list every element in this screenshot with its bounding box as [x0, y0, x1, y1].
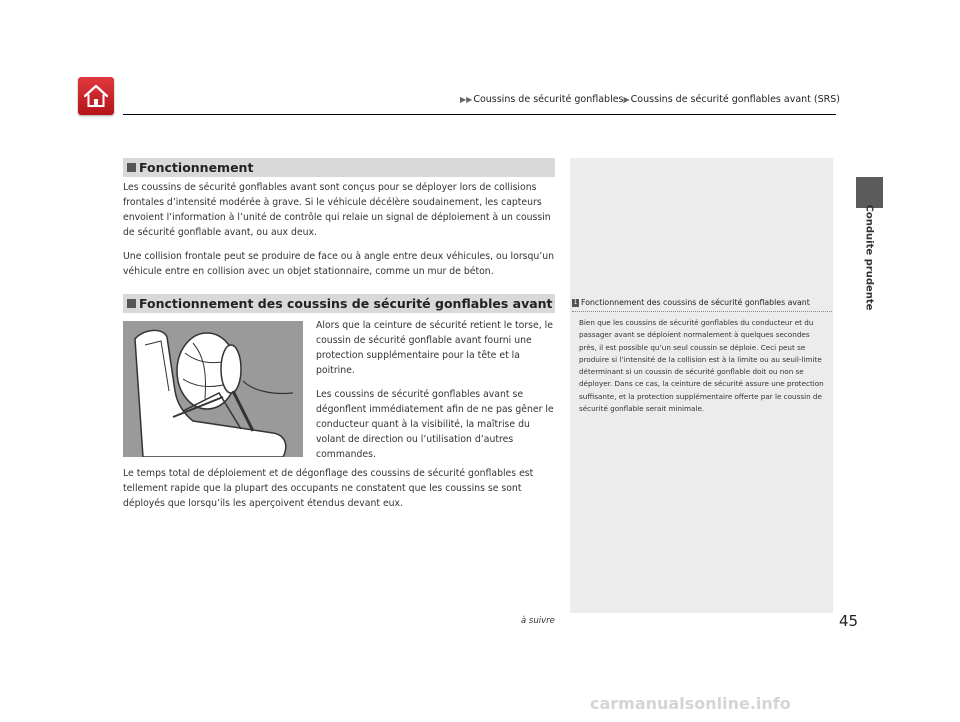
- chapter-tab-marker[interactable]: [856, 177, 883, 208]
- watermark-text: carmanualsonline.info: [590, 694, 791, 713]
- note-reference-badge: 1: [573, 298, 578, 306]
- body-paragraph: Les coussins de sécurité gonflables avant sont conçus pour se déployer lors de collisions frontales d’intensité modérée à grave. Si le véhicule décélère soudainement, les capteurs envoient l’information à l’unité de contrôle qui relaie un signal de déploiement à un coussin de sécurité gonflable avant, ou aux deux.: [123, 182, 551, 238]
- continue-label: à suivre: [521, 616, 555, 626]
- airbag-illustration: [123, 321, 303, 457]
- chapter-tab-label[interactable]: [849, 204, 889, 311]
- home-button[interactable]: [78, 77, 114, 115]
- header-divider: [123, 114, 836, 115]
- breadcrumb: [460, 94, 840, 105]
- note-divider: [572, 311, 832, 312]
- section-heading-operation: [123, 158, 555, 177]
- chapter-tab-text: Conduite prudente: [863, 204, 875, 311]
- section-heading-text: Fonctionnement des coussins de sécurité gonflables avant: [139, 296, 553, 311]
- breadcrumb-link-front-airbags[interactable]: Coussins de sécurité gonflables avant (SRS): [630, 94, 840, 105]
- body-paragraph: Les coussins de sécurité gonflables avant se dégonflent immédiatement afin de ne pas gêner le conducteur quant à la visibilité, la maîtrise du volant de direction ou l’utilisation d’autres commandes.: [316, 389, 554, 460]
- home-icon: [83, 84, 109, 108]
- body-paragraph: Le temps total de déploiement et de dégonflage des coussins de sécurité gonflables est tellement rapide que la plupart des occupants ne constatent que les coussins se sont déployés que lorsqu’ils les aperçoivent étendus devant eux.: [123, 468, 534, 509]
- section-heading-text: Fonctionnement: [139, 160, 254, 175]
- body-paragraph: Une collision frontale peut se produire de face ou à angle entre deux véhicules, ou lorsqu’un véhicule entre en collision avec un objet stationnaire, comme un mur de béton.: [123, 251, 555, 277]
- note-body: Bien que les coussins de sécurité gonflables du conducteur et du passager avant se déploient normalement à quelques secondes près, il est possible qu’un seul coussin se déploie. Ceci peut se produire si l’intensité de la collision est à la limite ou au seuil-limite déterminant si un coussin de sécurité gonflable doit ou non se déployer. Dans ce cas, la ceinture de sécurité assure une protection suffisante, et la protection supplémentaire offerte par le coussin de sécurité gonflable serait minimale.: [579, 318, 824, 414]
- breadcrumb-link-airbags[interactable]: Coussins de sécurité gonflables: [473, 94, 624, 105]
- note-title: [572, 298, 830, 307]
- breadcrumb-arrow-icon: ▶▶: [460, 95, 473, 104]
- note-title-text: Fonctionnement des coussins de sécurité gonflables avant: [581, 298, 810, 307]
- breadcrumb-arrow-icon: ▶: [623, 95, 630, 104]
- page-number: 45: [839, 612, 859, 630]
- section-heading-front-airbag-operation: [123, 294, 555, 313]
- body-paragraph: Alors que la ceinture de sécurité retient le torse, le coussin de sécurité gonflable avant fourni une protection supplémentaire pour la tête et la poitrine.: [316, 320, 553, 376]
- heading-square-icon: [127, 163, 136, 172]
- heading-square-icon: [127, 299, 136, 308]
